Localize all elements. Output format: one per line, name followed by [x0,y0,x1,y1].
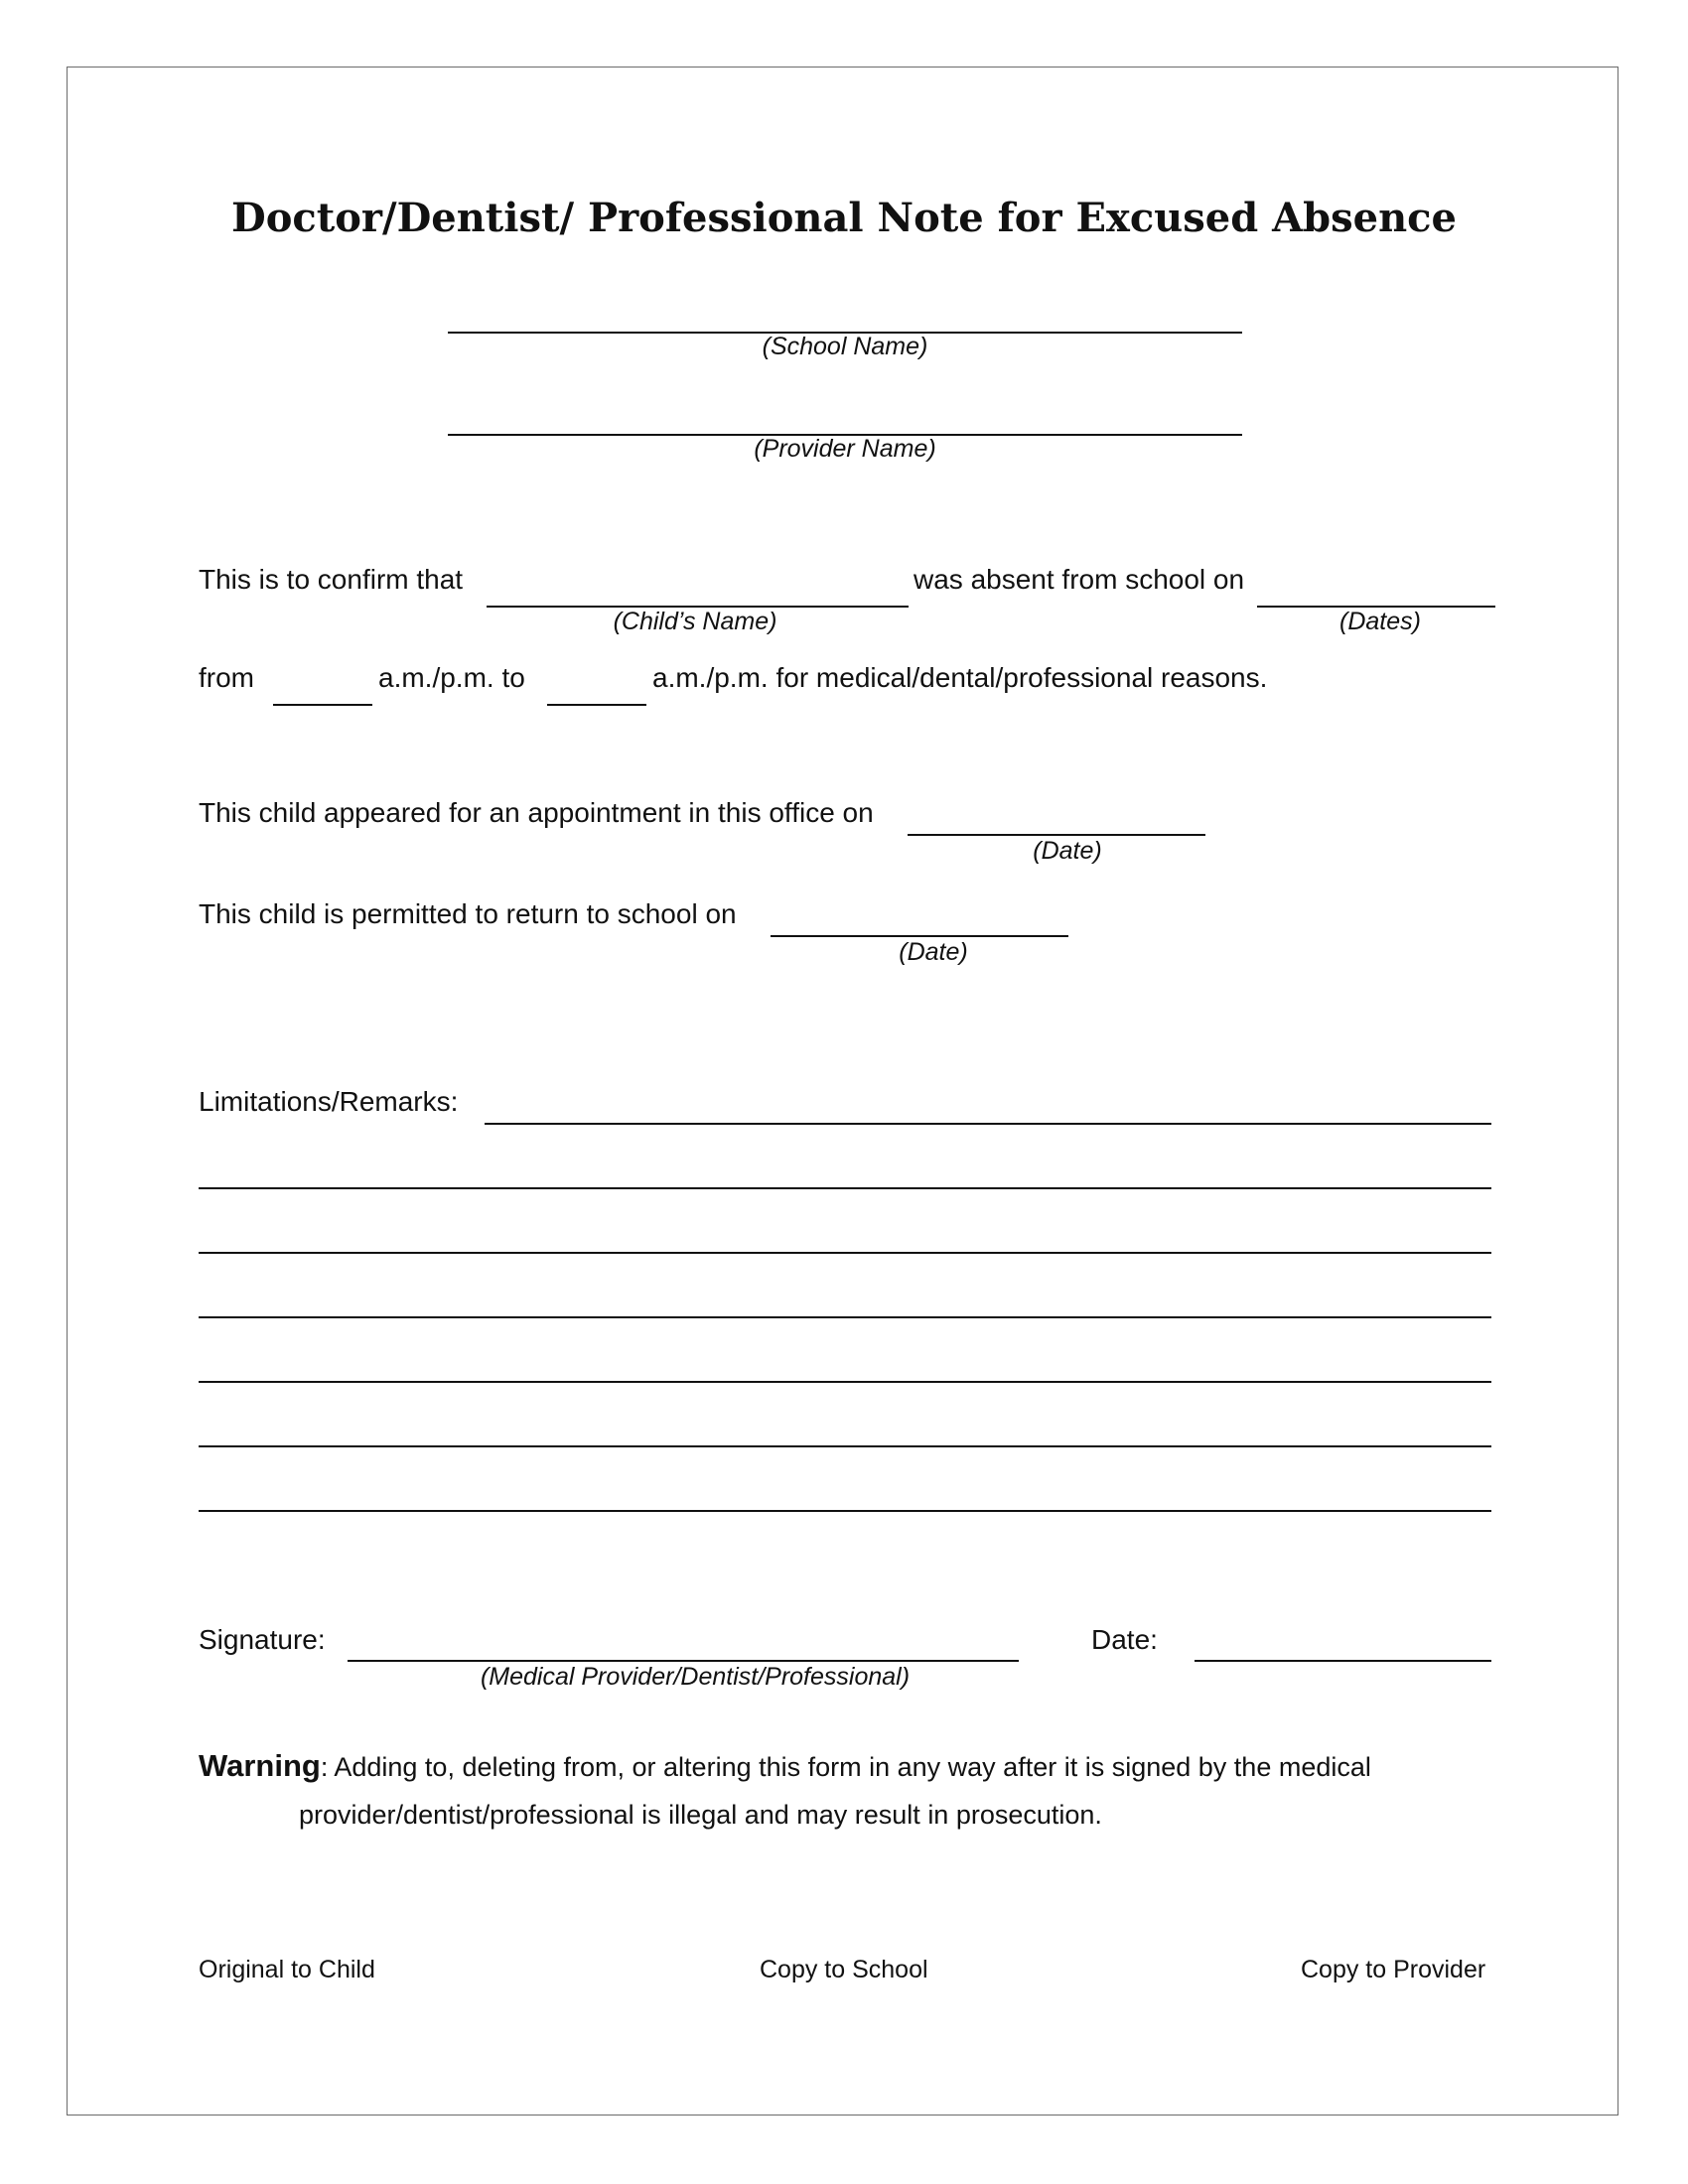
from-time-field[interactable] [273,704,372,706]
return-date-field[interactable] [771,935,1068,937]
warning-label: Warning [199,1748,321,1783]
remarks-line-7[interactable] [199,1510,1491,1512]
to-time-field[interactable] [547,704,646,706]
footer-copy-to-school: Copy to School [760,1956,928,1983]
appointment-text: This child appeared for an appointment in this office on [199,797,874,828]
ampm-reason-text: a.m./p.m. for medical/dental/professional reasons. [652,662,1268,693]
signature-caption: (Medical Provider/Dentist/Professional) [480,1663,911,1691]
return-date-caption: (Date) [899,938,968,966]
appointment-date-field[interactable] [908,834,1205,836]
remarks-line-3[interactable] [199,1252,1491,1254]
signature-field[interactable] [348,1660,1019,1662]
signature-date-field[interactable] [1195,1660,1491,1662]
date-label: Date: [1091,1624,1158,1655]
from-label: from [199,662,254,693]
footer-original-to-child: Original to Child [199,1956,375,1983]
confirm-prefix: This is to confirm that [199,564,464,595]
remarks-line-6[interactable] [199,1445,1491,1447]
ampm-to-text: a.m./p.m. to [378,662,525,693]
remarks-line-2[interactable] [199,1187,1491,1189]
remarks-label: Limitations/Remarks: [199,1086,459,1117]
warning-text-line2: provider/dentist/professional is illegal and may result in prosecution. [299,1800,1102,1830]
warning-text-line1: : Adding to, deleting from, or altering this form in any way after it is signed by the medical [320,1752,1371,1782]
absent-text: was absent from school on [914,564,1245,595]
childs-name-caption: (Child’s Name) [613,608,777,635]
warning-paragraph [199,1748,1371,1784]
school-name-caption: (School Name) [762,333,928,360]
provider-name-caption: (Provider Name) [754,435,936,463]
signature-label: Signature: [199,1624,326,1655]
remarks-line-1[interactable] [485,1123,1491,1125]
remarks-line-4[interactable] [199,1316,1491,1318]
appointment-date-caption: (Date) [1033,837,1102,865]
footer-copy-to-provider: Copy to Provider [1301,1956,1486,1983]
remarks-line-5[interactable] [199,1381,1491,1383]
dates-caption: (Dates) [1339,608,1421,635]
return-text: This child is permitted to return to school on [199,898,737,929]
page-title: Doctor/Dentist/ Professional Note for Excused Absence [231,195,1457,241]
